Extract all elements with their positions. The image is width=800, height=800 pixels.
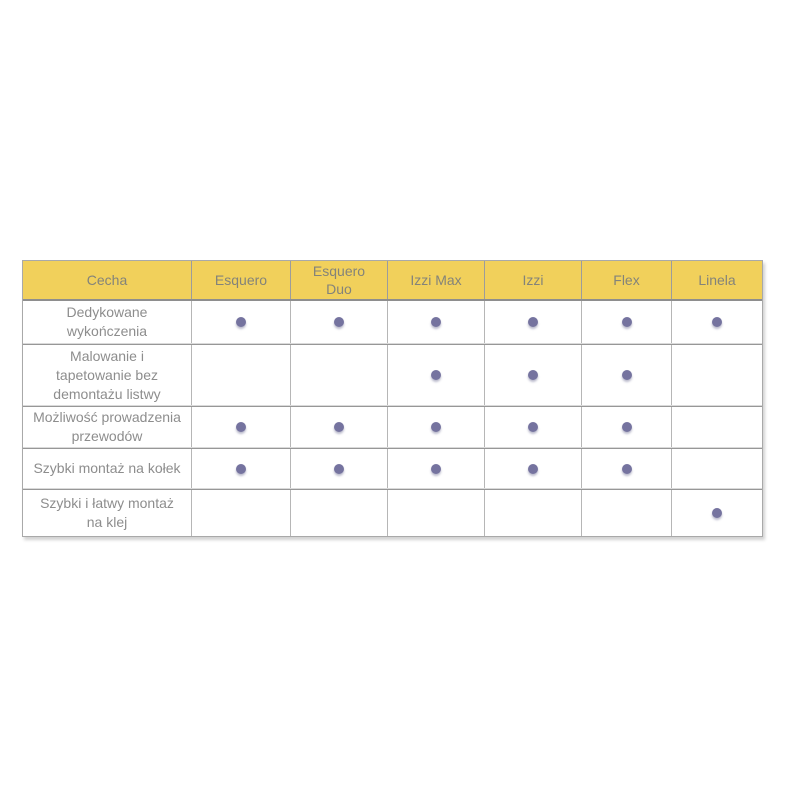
feature-present-dot-icon [334,422,344,432]
feature-present-dot-icon [431,317,441,327]
feature-cell-label: Możliwość prowadzenia [33,409,181,425]
dot-cell [290,449,387,488]
dot-cell [581,449,671,488]
feature-present-dot-icon [236,464,246,474]
feature-cell-label: przewodów [71,428,143,444]
feature-present-dot-icon [528,370,538,380]
dot-cell [484,407,581,447]
dot-cell [191,490,290,536]
feature-cell [23,407,191,447]
feature-cell-label: Szybki montaż na kołek [33,460,181,476]
feature-present-dot-icon [712,317,722,327]
table-body [23,301,762,536]
feature-present-dot-icon [236,422,246,432]
feature-cell [23,490,191,536]
feature-cell-label: demontażu listwy [53,385,161,402]
feature-present-dot-icon [334,317,344,327]
column-header-izzi-max [387,261,484,299]
feature-present-dot-icon [431,464,441,474]
dot-cell [290,490,387,536]
feature-cell-label: wykończenia [66,323,148,339]
dot-cell [671,407,762,447]
feature-cell-label: tapetowanie bez [56,366,158,383]
dot-cell [290,301,387,343]
column-header-izzi [484,261,581,299]
table-row-szybki-i-atwy-monta-na-klej [23,489,762,536]
dot-cell [191,449,290,488]
feature-present-dot-icon [622,370,632,380]
column-header-linela [671,261,762,299]
feature-cell-label: na klej [86,514,128,530]
feature-present-dot-icon [431,370,441,380]
dot-cell [671,449,762,488]
dot-cell [191,345,290,405]
dot-cell [290,407,387,447]
feature-present-dot-icon [431,422,441,432]
column-header-esquero-label: Esquero [214,272,268,288]
dot-cell [581,490,671,536]
feature-cell-label: Malowanie i [70,347,144,364]
column-header-flex-label: Flex [613,272,640,288]
dot-cell [484,301,581,343]
column-header-izzi-label: Izzi [522,272,544,288]
feature-present-dot-icon [712,508,722,518]
column-header-izzi-max-label: Izzi Max [410,272,462,288]
dot-cell [191,301,290,343]
column-header-esquero-duo [290,261,387,299]
feature-cell [23,301,191,343]
feature-present-dot-icon [236,317,246,327]
dot-cell [290,345,387,405]
feature-present-dot-icon [334,464,344,474]
feature-cell-label: Dedykowane [66,304,148,320]
column-header-linela-label: Linela [698,272,736,288]
feature-present-dot-icon [622,422,632,432]
header-row [23,261,762,301]
feature-cell [23,345,191,405]
column-header-esquero [191,261,290,299]
dot-cell [387,345,484,405]
feature-cell [23,449,191,488]
dot-cell [484,449,581,488]
dot-cell [387,449,484,488]
table-row-mo-liwo-prowadzenia-przewod-w [23,406,762,448]
column-header-esquero-duo-label: Duo [326,281,352,297]
table-row-szybki-monta-na-ko-ek [23,448,762,489]
dot-cell [484,490,581,536]
feature-present-dot-icon [528,422,538,432]
feature-comparison-table [22,260,763,537]
feature-present-dot-icon [622,464,632,474]
column-header-flex [581,261,671,299]
dot-cell [387,490,484,536]
table-row-malowanie-i-tapetowanie-bez-demonta-u-listwy [23,344,762,406]
dot-cell [387,301,484,343]
dot-cell [581,407,671,447]
column-header-cecha [23,261,191,299]
dot-cell [387,407,484,447]
feature-present-dot-icon [528,464,538,474]
dot-cell [671,345,762,405]
column-header-esquero-duo-label: Esquero [312,263,366,279]
dot-cell [671,301,762,343]
table-row-dedykowane-wyko-czenia [23,301,762,344]
column-header-cecha-label: Cecha [86,272,128,288]
feature-present-dot-icon [528,317,538,327]
dot-cell [671,490,762,536]
dot-cell [484,345,581,405]
dot-cell [581,301,671,343]
feature-present-dot-icon [622,317,632,327]
feature-cell-label: Szybki i łatwy montaż [40,495,174,511]
dot-cell [581,345,671,405]
dot-cell [191,407,290,447]
